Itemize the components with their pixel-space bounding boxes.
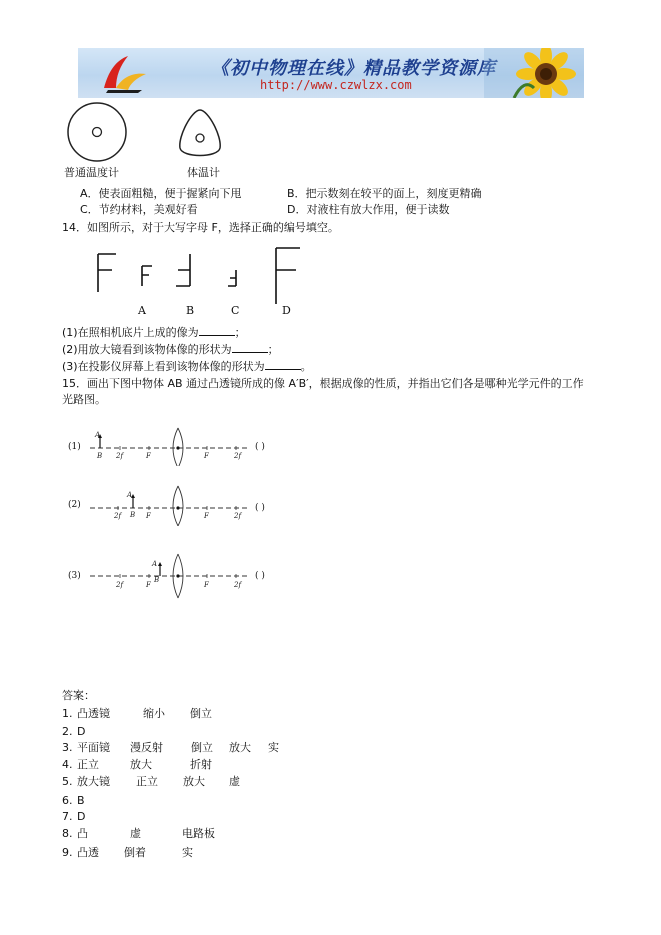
svg-text:F: F [146, 452, 151, 460]
answer-value: 虚 [130, 827, 141, 840]
answer-number: 9. [62, 846, 73, 859]
sunflower-icon [484, 48, 584, 98]
answer-value: 实 [268, 741, 279, 754]
answer-value: D [77, 725, 86, 738]
answer-value: 漫反射 [130, 741, 163, 754]
ordinary-thermometer-icon [68, 103, 126, 161]
banner-url: http://www.czwlzx.com [260, 78, 412, 92]
answer-blank[interactable] [232, 342, 268, 353]
answer-value: 凸透镜 [77, 707, 110, 720]
clinical-thermometer-icon [180, 110, 220, 156]
answer-value: 凸透 [77, 846, 99, 859]
answer-value: 平面镜 [77, 741, 110, 754]
answer-value: 倒立 [191, 741, 213, 754]
answers-heading: 答案： [62, 689, 95, 702]
svg-text:F: F [146, 512, 151, 520]
svg-text:2f: 2f [234, 512, 242, 520]
svg-text:A: A [152, 560, 158, 568]
answer-blank[interactable] [265, 359, 301, 370]
letter-f-option-b [176, 254, 190, 286]
answer-value: 电路板 [182, 827, 215, 840]
site-logo-icon [98, 52, 150, 94]
answer-number: 3. [62, 741, 73, 754]
letter-f-option-d [276, 248, 300, 304]
answer-value: 放大 [229, 741, 251, 754]
q14-stem: 14．如图所示，对于大写字母 F，选择正确的编号填空。 [62, 221, 339, 234]
answer-value: 实 [182, 846, 193, 859]
svg-text:2f: 2f [116, 581, 124, 589]
answer-value: 折射 [190, 758, 212, 771]
svg-text:B: B [130, 511, 136, 519]
diagram-2-label: (2) [68, 500, 81, 510]
option-b: B．把示数刻在较平的面上，刻度更精确 [287, 187, 482, 200]
answer-value: B [77, 794, 85, 807]
banner-title: 《初中物理在线》精品教学资源库 [211, 58, 496, 79]
answer-value: 凸 [77, 827, 88, 840]
diagram-1-answer[interactable]: ( ) [255, 442, 265, 452]
svg-text:2f: 2f [114, 512, 122, 520]
label-d: D [282, 304, 291, 317]
answer-value: 放大镜 [77, 775, 110, 788]
svg-text:B: B [97, 452, 103, 460]
answer-value: 倒着 [124, 846, 146, 859]
label-b: B [186, 304, 195, 317]
svg-text:B: B [154, 576, 160, 584]
answer-value: 放大 [130, 758, 152, 771]
label-c: C [231, 304, 240, 317]
answer-value: 虚 [229, 775, 240, 788]
label-a: A [138, 304, 146, 317]
clinical-thermometer-caption: 体温计 [187, 166, 220, 179]
answer-blank[interactable] [199, 325, 235, 336]
answer-value: D [77, 810, 86, 823]
svg-text:2f: 2f [234, 452, 242, 460]
svg-text:F: F [204, 581, 209, 589]
svg-text:F: F [146, 581, 151, 589]
answer-value: 放大 [183, 775, 205, 788]
svg-text:A: A [127, 491, 133, 499]
option-a: A．使表面粗糙，便于握紧向下甩 [80, 187, 242, 200]
letter-f-option-a [142, 266, 152, 286]
q15-stem-line1: 15．画出下图中物体 AB 通过凸透镜所成的像 A′B′，根据成像的性质，并指出它们各是哪种光学元件的工作 [62, 377, 584, 390]
answer-value: 正立 [136, 775, 158, 788]
diagram-3-answer[interactable]: ( ) [255, 571, 265, 581]
option-c: C．节约材料，美观好看 [80, 203, 198, 216]
letter-f-option-c [228, 270, 236, 286]
svg-text:F: F [204, 452, 209, 460]
answer-number: 6. [62, 794, 73, 807]
answer-number: 4. [62, 758, 73, 771]
answer-value: 缩小 [143, 707, 165, 720]
q14-item-1: (1)在照相机底片上成的像为 ； [62, 326, 246, 339]
diagram-3-label: (3) [68, 571, 81, 581]
ordinary-thermometer-caption: 普通温度计 [64, 166, 119, 179]
answer-value: 正立 [77, 758, 99, 771]
answer-number: 5. [62, 775, 73, 788]
diagram-1-label: (1) [68, 442, 81, 452]
svg-text:2f: 2f [116, 452, 124, 460]
svg-text:2f: 2f [234, 581, 242, 589]
q14-item-3: (3)在投影仪屏幕上看到该物体像的形状为 。 [62, 360, 312, 373]
option-d: D．对液柱有放大作用，便于读数 [287, 203, 450, 216]
letter-f-original [98, 254, 116, 292]
letter-f-figures [90, 240, 310, 306]
svg-text:F: F [204, 512, 209, 520]
diagram-2-answer[interactable]: ( ) [255, 503, 265, 513]
answer-value: 倒立 [190, 707, 212, 720]
answer-number: 2. [62, 725, 73, 738]
q14-item-2: (2)用放大镜看到该物体像的形状为 ； [62, 343, 279, 356]
answer-number: 8. [62, 827, 73, 840]
svg-text:A: A [95, 431, 101, 439]
header-banner [78, 48, 584, 98]
answer-number: 7. [62, 810, 73, 823]
q15-stem-line2: 光路图。 [62, 393, 106, 406]
answer-number: 1. [62, 707, 73, 720]
